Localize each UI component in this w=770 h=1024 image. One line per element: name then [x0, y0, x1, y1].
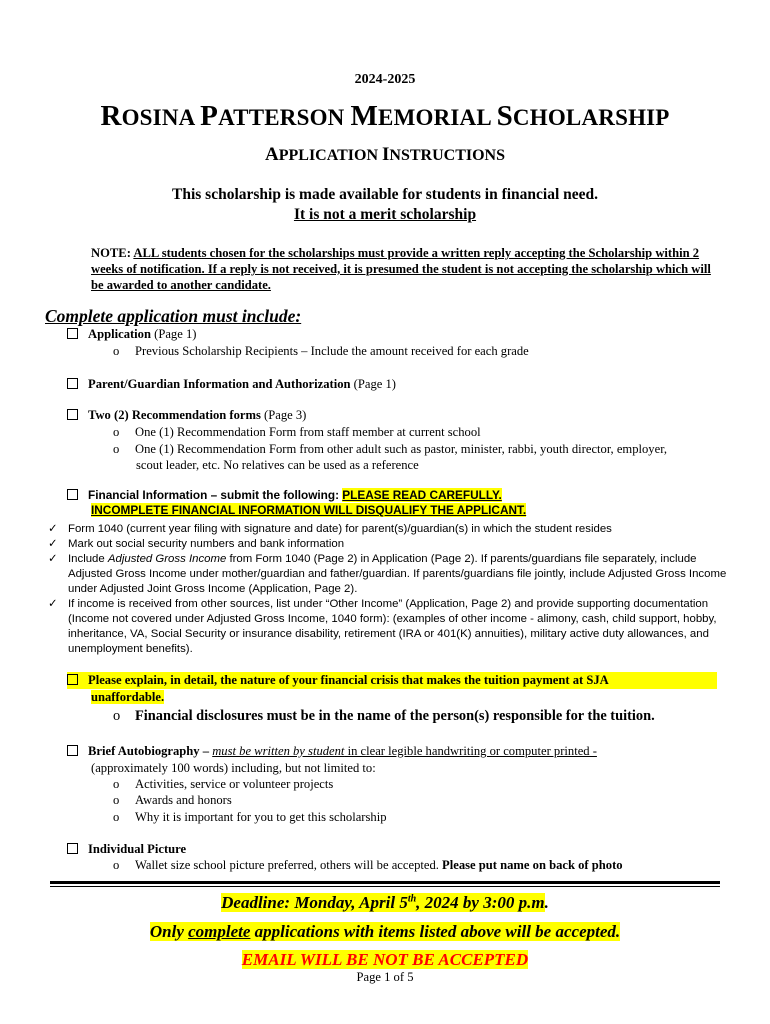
checkbox-icon	[67, 378, 78, 389]
lead-line-1: This scholarship is made available for students in financial need.	[171, 186, 599, 203]
checkbox-icon	[67, 328, 78, 339]
circle-bullet-icon: o	[113, 810, 120, 824]
circle-bullet-icon: o	[113, 793, 120, 807]
divider-thin	[50, 886, 720, 887]
instructions-subtitle: APPLICATION INSTRUCTIONS	[265, 144, 505, 165]
sub-item-financial-disclosures: o Financial disclosures must be in the name of the person(s) responsible for the tuition.	[113, 708, 655, 724]
circle-bullet-icon: o	[113, 777, 120, 791]
list-item-individual-picture: Individual Picture	[67, 841, 186, 857]
lead-line-2: It is not a merit scholarship	[293, 206, 477, 223]
autobiography-line-2: (approximately 100 words) including, but not limited to:	[91, 761, 376, 775]
sub-item-staff-recommendation: o One (1) Recommendation Form from staff member at current school	[113, 425, 481, 439]
deadline-line: Deadline: Monday, April 5th, 2024 by 3:00 p.m.	[221, 893, 549, 912]
circle-bullet-icon: o	[113, 858, 120, 872]
check-item-mark-out-ssn: ✓ Mark out social security numbers and bank information	[48, 538, 345, 550]
circle-bullet-icon: o	[113, 425, 120, 439]
checkmark-icon: ✓	[48, 538, 58, 550]
complete-applications-line: Only complete applications with items listed above will be accepted.	[149, 922, 621, 941]
checkbox-icon	[67, 843, 78, 854]
checkbox-icon	[67, 745, 78, 756]
sub-item-activities: o Activities, service or volunteer projects	[113, 777, 334, 791]
financial-warning-2: INCOMPLETE FINANCIAL INFORMATION WILL DISQUALIFY THE APPLICANT.	[91, 503, 527, 517]
email-warning: EMAIL WILL BE NOT BE ACCEPTED	[241, 950, 529, 969]
sub-item-importance: o Why it is important for you to get this scholarship	[113, 810, 387, 824]
checkmark-icon: ✓	[48, 523, 58, 535]
list-item-application: Application (Page 1)	[67, 326, 196, 342]
check-item-form-1040: ✓ Form 1040 (current year filing with signature and date) for parent(s)/guardian(s) in which the student resides	[48, 523, 612, 535]
year-heading: 2024-2025	[354, 72, 416, 87]
complete-heading: Complete application must include:	[45, 306, 302, 326]
scholarship-title: ROSINA PATTERSON MEMORIAL SCHOLARSHIP	[100, 100, 670, 132]
note-paragraph: NOTE: ALL students chosen for the scholarships must provide a written reply accepting the Scholarship within 2 weeks of notification. If a reply is not received, it is presumed the student is not accepting the scholarship which will be awarded to another candidate.	[91, 246, 711, 292]
list-item-autobiography: Brief Autobiography – must be written by student in clear legible handwriting or computer printed -	[67, 743, 597, 759]
circle-bullet-icon: o	[113, 708, 121, 724]
check-item-other-income: ✓ If income is received from other sources, list under “Other Income” (Application, Page 2) and provide supporting documentation (Income not covered under Adjusted Gross Income, 1040 form): (examples of other income - alimony, cash, child support, hobby, inheritance, VA, Social Security or insurance disability, retirement (IRA or 401(K) annuities), military active duty allowances, and unemployment benefits).	[48, 598, 717, 655]
sub-item-adult-recommendation: o One (1) Recommendation Form from other adult such as pastor, minister, rabbi, youth director, employer,	[113, 442, 668, 456]
list-item-recommendations: Two (2) Recommendation forms (Page 3)	[67, 407, 306, 423]
financial-warning-1: PLEASE READ CAREFULLY.	[342, 488, 502, 502]
checkbox-icon	[67, 674, 78, 685]
list-item-explain-crisis: Please explain, in detail, the nature of your financial crisis that makes the tuition payment at SJA unaffordable.	[67, 672, 717, 706]
checkmark-icon: ✓	[48, 598, 58, 610]
check-item-adjusted-gross-income: ✓ Include Adjusted Gross Income from Form 1040 (Page 2) in Application (Page 2). If parents/guardians file separately, include Adjusted Gross Income under mother/guardian and father/guardian. If parents/guardians file jointly, include Adjusted Gross Income under Adjusted Joint Gross Income (Application, Page 2).	[48, 553, 727, 595]
list-item-parent-guardian: Parent/Guardian Information and Authorization (Page 1)	[67, 376, 396, 392]
sub-item-wallet-picture: o Wallet size school picture preferred, others will be accepted. Please put name on back of photo	[113, 858, 623, 872]
checkbox-icon	[67, 489, 78, 500]
checkmark-icon: ✓	[48, 553, 58, 565]
sub-item-adult-recommendation-cont: scout leader, etc. No relatives can be used as a reference	[136, 458, 419, 472]
page-number: Page 1 of 5	[356, 970, 414, 984]
circle-bullet-icon: o	[113, 442, 120, 456]
checkbox-icon	[67, 409, 78, 420]
circle-bullet-icon: o	[113, 344, 120, 358]
sub-item-previous-recipients: o Previous Scholarship Recipients – Include the amount received for each grade	[113, 344, 529, 358]
divider-thick	[50, 881, 720, 884]
list-item-financial: Financial Information – submit the following: PLEASE READ CAREFULLY. INCOMPLETE FINANCIAL INFORMATION WILL DISQUALIFY THE APPLICANT.	[67, 488, 526, 518]
sub-item-awards: o Awards and honors	[113, 793, 232, 807]
